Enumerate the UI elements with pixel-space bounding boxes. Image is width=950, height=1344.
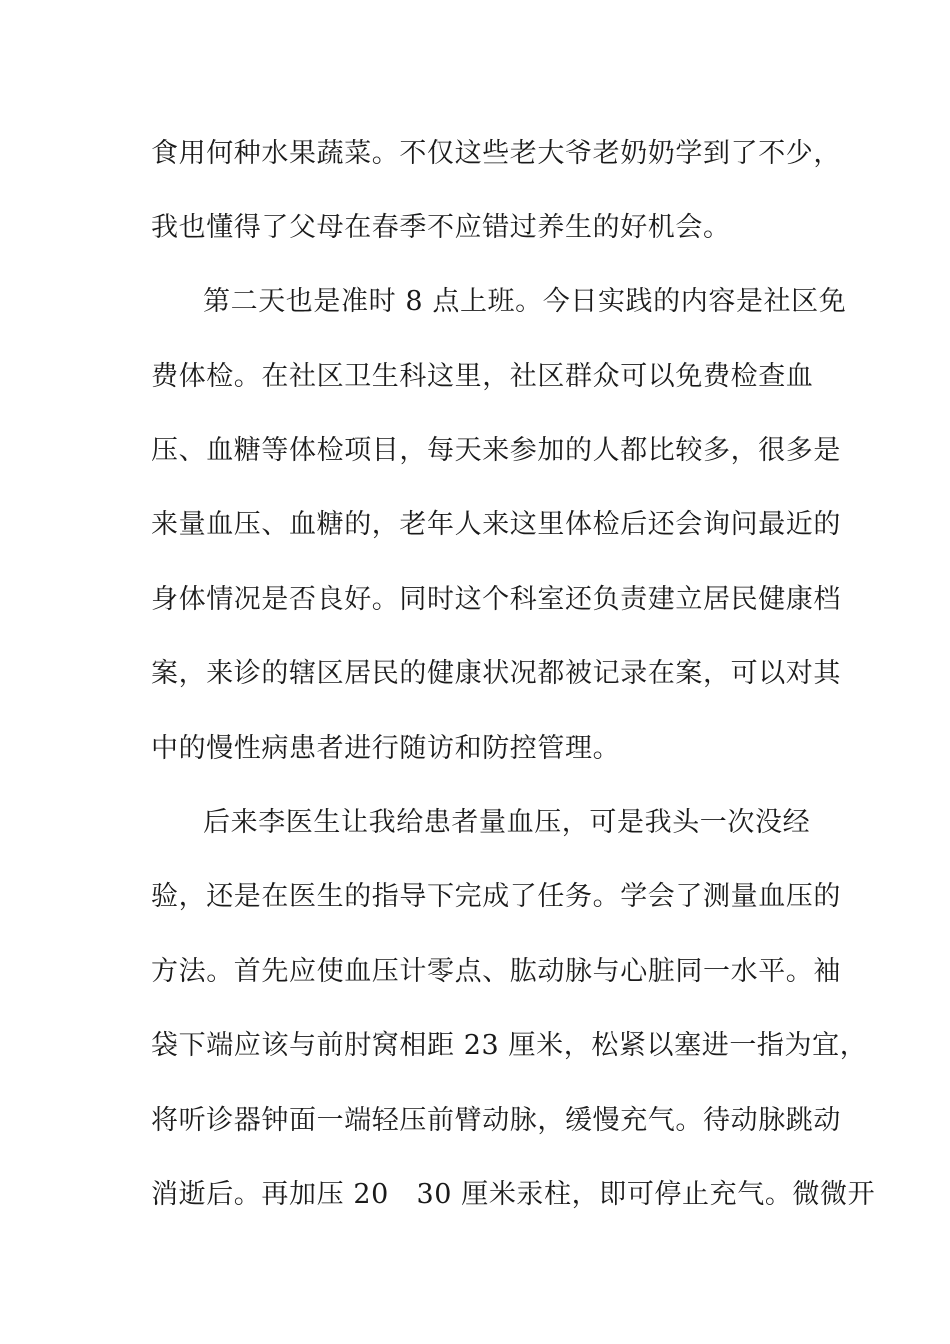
paragraph-start-line: 后来李医生让我给患者量血压，可是我头一次没经 (203, 807, 811, 838)
text-line: 费体检。在社区卫生科这里，社区群众可以免费检查血 (151, 361, 814, 392)
text-line: 袋下端应该与前肘窝相距 23 厘米，松紧以塞进一指为宜， (151, 1030, 868, 1061)
text-line: 将听诊器钟面一端轻压前臂动脉，缓慢充气。待动脉跳动 (151, 1105, 841, 1136)
text-line: 方法。首先应使血压计零点、肱动脉与心脏同一水平。袖 (151, 956, 841, 987)
text-line: 中的慢性病患者进行随访和防控管理。 (151, 733, 621, 764)
text-line: 来量血压、血糖的，老年人来这里体检后还会询问最近的 (151, 509, 841, 540)
text-line: 消逝后。再加压 20 30 厘米汞柱，即可停止充气。微微开 (151, 1179, 876, 1210)
text-line: 验，还是在医生的指导下完成了任务。学会了测量血压的 (151, 881, 841, 912)
text-line: 案，来诊的辖区居民的健康状况都被记录在案，可以对其 (151, 658, 841, 689)
text-line: 食用何种水果蔬菜。不仅这些老大爷老奶奶学到了不少， (151, 138, 841, 169)
text-line: 我也懂得了父母在春季不应错过养生的好机会。 (151, 212, 731, 243)
text-line: 压、血糖等体检项目，每天来参加的人都比较多，很多是 (151, 435, 841, 466)
paragraph-start-line: 第二天也是准时 8 点上班。今日实践的内容是社区免 (203, 286, 847, 317)
text-line: 身体情况是否良好。同时这个科室还负责建立居民健康档 (151, 584, 841, 615)
